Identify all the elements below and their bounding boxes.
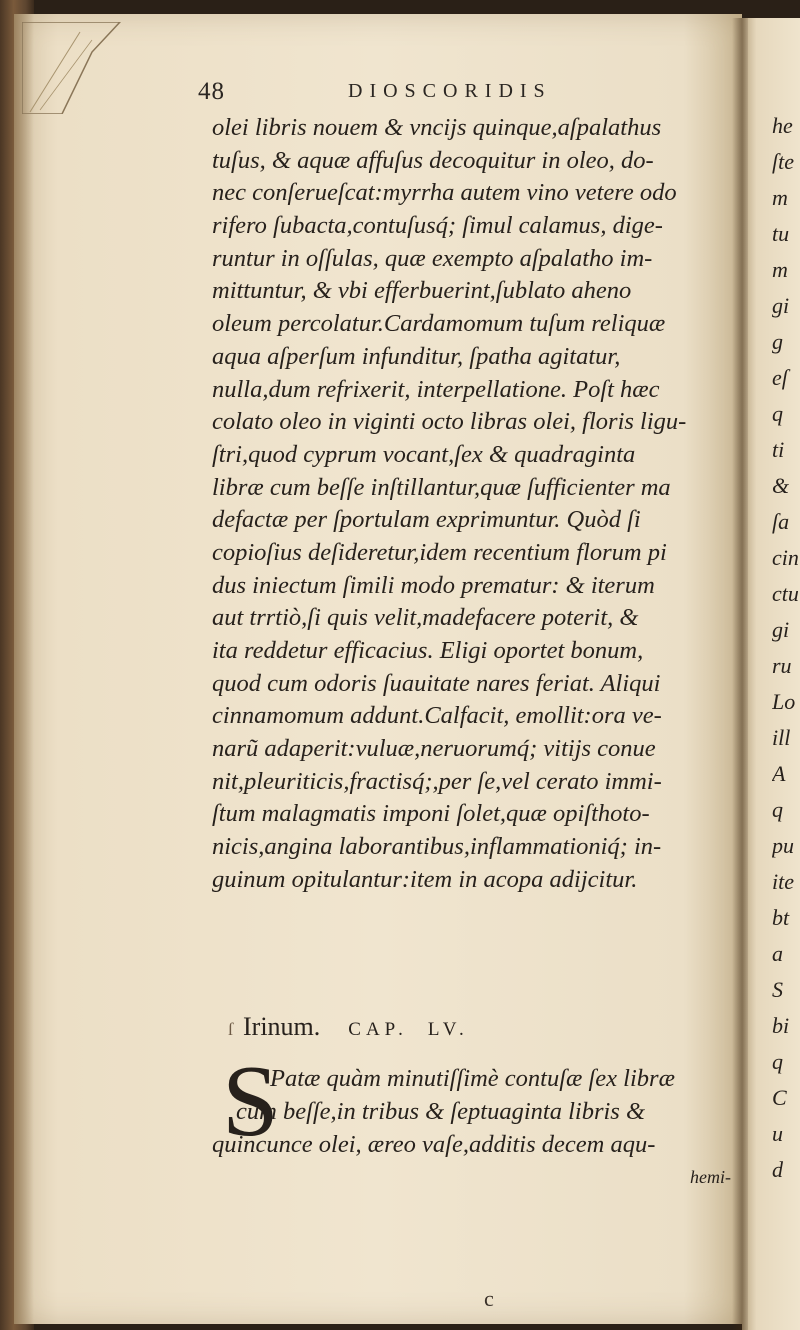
text-line: mittuntur, & vbi efferbuerint,ſublato aheno [212,277,632,305]
text-line: narũ adaperit:vuluæ,neruorumq́; vitijs conue [212,735,656,763]
fragment: q [772,797,783,822]
signature-mark: c [484,1286,494,1311]
page-header [198,78,738,108]
fragment: ſa [772,509,790,534]
right-page-fragments [772,108,800,1188]
text-line: copioſius deſideretur,idem recentium florum pi [212,538,667,566]
text-line: aqua aſperſum infunditur, ſpatha agitatur, [212,342,621,370]
fragment: A [772,761,786,786]
catchword: hemi- [690,1167,731,1187]
fragment: C [772,1085,787,1110]
text-line: ita reddetur efficacius. Eligi oportet bonum, [212,637,644,664]
fragment: bt [772,905,790,930]
fragment: ctu [772,581,799,606]
text-line: nulla,dum refrixerit, interpellatione. Poſt hæc [212,375,660,403]
fragment: u [772,1121,783,1146]
fragment: ti [772,437,785,462]
text-line: nit,pleuriticis,fractisq́;,per ſe,vel cerato immi- [212,767,662,795]
text-line: olei libris nouem & vnciјs quinque,aſpalathus [212,114,662,141]
chapter-cap-label: CAP. [348,1019,408,1040]
fragment: pu [772,833,794,858]
fragment: bi [772,1013,790,1038]
text-line: rifero ſubacta,contuſusq́; ſimul calamus, dige- [212,212,663,240]
fragment: d [772,1157,783,1182]
text-line: Patæ quàm minutiſſimè contuſæ ſex libræ [270,1065,675,1092]
text-line: quod cum odoris ſuauitate nares feriat. Aliqui [212,669,661,697]
running-title: DIOSCORIDIS [348,80,552,102]
text-line: ſtri,quod cyprum vocant,ſex & quadraginta [212,440,636,468]
text-line: ſtum malagmatis imponi ſolet,quæ opiſthoto- [212,800,650,828]
text-line: tuſus, & aquæ affuſus decoquitur in oleo, do- [212,146,654,174]
text-line: nicis,angina laborantibus,inflammationiq́; in- [212,833,662,861]
text-line: oleum percolatur.Cardamomum tuſum reliquæ [212,310,666,338]
folded-corner-icon [22,22,122,114]
fragment: gi [772,617,790,642]
fragment: q [772,401,783,426]
text-line: nec conſerueſcat:myrrha autem vino vetere odo [212,179,677,207]
fragment: ru [772,653,792,678]
text-line: libræ cum beſſe inſtillantur,quæ ſufficienter ma [212,473,671,501]
fragment: ite [772,869,794,894]
paragraph-mark-icon: ſ [228,1019,234,1039]
chapter-title: Irinum. [243,1012,321,1041]
text-line: defactæ per ſportulam exprimuntur. Quòd ſi [212,506,641,534]
chapter-number: LV. [427,1019,469,1040]
page-number: 48 [198,78,225,105]
chapter-text [212,1062,740,1194]
fragment: S [772,977,783,1002]
fragment: g [772,329,783,354]
text-line: cinnamomum addunt.Calfacit, emollit:ora ve- [212,702,662,730]
text-line: cum beſſe,in tribus & ſeptuaginta libris & [236,1098,645,1125]
fragment: cin [772,545,799,570]
fragment: he [772,113,793,138]
fragment: ill [772,725,791,750]
text-line: guinum opitulantur:item in acopa adijcitur. [212,865,638,893]
fragment: a [772,941,783,966]
page-edge-shadow [14,14,34,1324]
text-line: quincunce olei, æreo vaſe,additis decem aqu- [212,1131,656,1158]
fragment: gi [772,293,790,318]
fragment: & [772,473,790,498]
fragment: tu [772,221,790,246]
drop-cap: S [222,1045,279,1158]
fragment: q [772,1049,783,1074]
body-text [212,112,740,897]
text-line: colato oleo in viginti octo libras olei, floris ligu- [212,408,687,436]
fragment: m [772,257,788,282]
chapter-heading [228,1012,738,1048]
fragment: Lo [772,689,796,714]
fragment: eſ [772,365,788,390]
fragment: m [772,185,788,210]
text-line: dus iniectum ſimili modo prematur: & iterum [212,571,655,599]
text-line: aut trrtiò,ſi quis velit,madefacere poterit, & [212,604,639,632]
text-line: runtur in oſſulas, quæ exempto aſpalatho im- [212,244,653,272]
fragment: ſte [772,149,794,174]
